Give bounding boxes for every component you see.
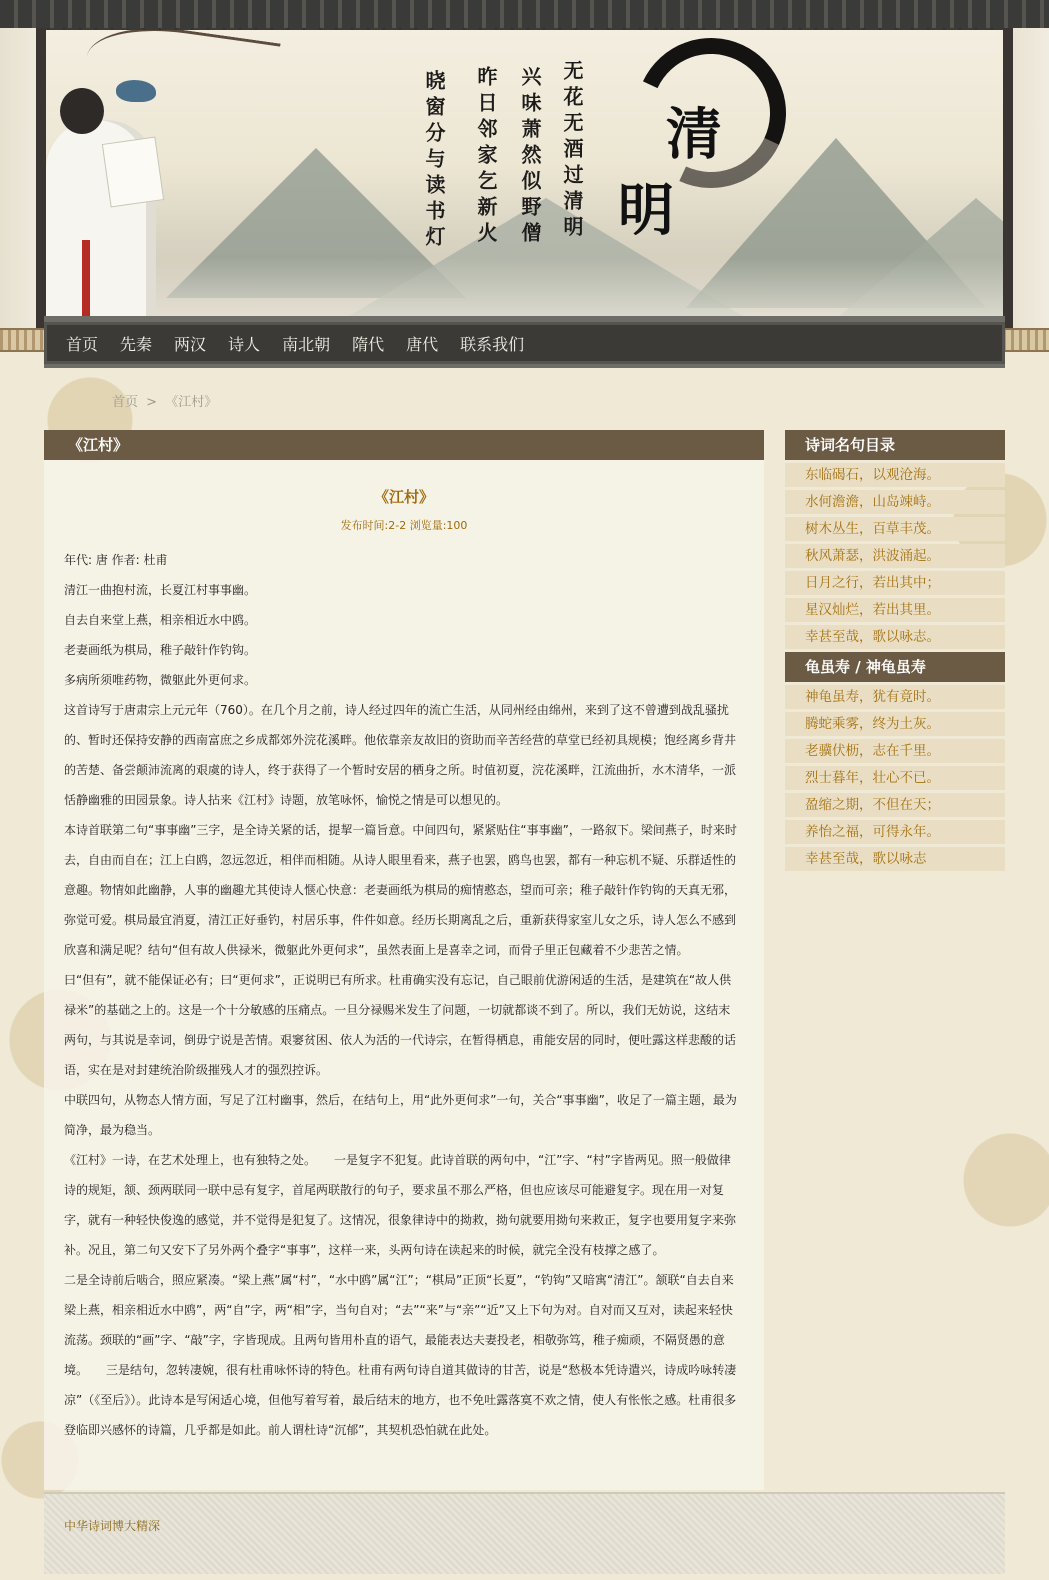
sidebar-link[interactable]: 幸甚至哉，歌以咏志 [785, 847, 1005, 871]
article-panel-header: 《江村》 [44, 430, 764, 460]
poem-column-3: 昨日邻家乞新火 [474, 66, 498, 248]
banner-title-char-1: 清 [657, 104, 723, 170]
nav-item-lianghan[interactable]: 两汉 [174, 334, 207, 354]
sidebar-link[interactable]: 盈缩之期，不但在天； [785, 793, 1005, 817]
article-meta: 发布时间:2-2 浏览量:100 [340, 519, 468, 532]
scholar-head [60, 88, 104, 134]
scholar-sash [82, 240, 90, 320]
sidebar-link[interactable]: 养怡之福，可得永年。 [785, 820, 1005, 844]
article-paragraph: 曰“但有”，就不能保证必有；曰“更何求”，正说明已有所求。杜甫确实没有忘记，自己眼前优游闲适的生活，是建筑在“故人供禄米”的基础之上的。这是一个十分敏感的压痛点。一旦分禄赐米发生了问题，一切就都谈不到了。所以，我们无妨说，这结末两句，与其说是幸词，倒毋宁说是苦情。艰窭贫困、依人为活的一代诗宗，在暂得栖息，甫能安居的同时，便吐露这样悲酸的话语，实在是对封建统治阶级摧残人才的强烈控诉。 [64, 973, 737, 1077]
left-pillar [0, 28, 46, 328]
article-paragraph: 自去自来堂上燕，相亲相近水中鸥。 [64, 613, 257, 627]
right-pillar [1003, 28, 1049, 328]
sidebar-link[interactable]: 东临碣石，以观沧海。 [785, 463, 1005, 487]
breadcrumb-home-link[interactable]: 首页 [112, 395, 139, 410]
tree-branch [81, 30, 280, 123]
article-body [44, 533, 764, 1445]
article-paragraph: 本诗首联第二句“事事幽”三字，是全诗关紧的话，提挈一篇旨意。中间四句，紧紧贴住“事事幽”，一路叙下。梁间燕子，时来时去，自由而自在；江上白鸥，忽远忽近，相伴而相随。从诗人眼里看来，燕子也罢，鸥鸟也罢，都有一种忘机不疑、乐群适性的意趣。物情如此幽静，人事的幽趣尤其使诗人惬心快意：老妻画纸为棋局的痴情憨态，望而可亲；稚子敲针作钓钩的天真无邪，弥觉可爱。棋局最宜消夏，清江正好垂钓，村居乐事，件件如意。经历长期离乱之后，重新获得家室儿女之乐，诗人怎么不感到欣喜和满足呢？结句“但有故人供禄米，微躯此外更何求”，虽然表面上是喜幸之词，而骨子里正包藏着不少悲苦之情。 [64, 823, 737, 957]
sidebar-link[interactable]: 秋风萧瑟，洪波涌起。 [785, 544, 1005, 568]
article-paragraph: 多病所须唯药物，微躯此外更何求。 [64, 673, 257, 687]
left-post [36, 28, 46, 328]
breadcrumb-separator: > [146, 395, 158, 410]
article-paragraph: 年代: 唐 作者: 杜甫 [64, 553, 168, 567]
nav-item-contact[interactable]: 联系我们 [460, 334, 525, 354]
left-fret-border [0, 328, 46, 352]
nav-item-poets[interactable]: 诗人 [228, 334, 261, 354]
right-post [1003, 28, 1013, 328]
sidebar-link[interactable]: 树木丛生，百草丰茂。 [785, 517, 1005, 541]
nav-item-sui[interactable]: 隋代 [352, 334, 385, 354]
bird-illustration [116, 80, 156, 102]
article-paragraph: 这首诗写于唐肃宗上元元年（760）。在几个月之前，诗人经过四年的流亡生活，从同州经由绵州，来到了这不曾遭到战乱骚扰的、暂时还保持安静的西南富庶之乡成都郊外浣花溪畔。他依靠亲友故旧的资助而辛苦经营的草堂已经初具规模；饱经离乡背井的苦楚、备尝颠沛流离的艰虞的诗人，终于获得了一个暂时安居的栖身之所。时值初夏，浣花溪畔，江流曲折，水木清华，一派恬静幽雅的田园景象。诗人拈来《江村》诗题，放笔咏怀，愉悦之情是可以想见的。 [64, 703, 737, 807]
sidebar-link[interactable]: 星汉灿烂，若出其里。 [785, 598, 1005, 622]
sidebar-link[interactable]: 老骥伏枥，志在千里。 [785, 739, 1005, 763]
sidebar-link[interactable]: 水何澹澹，山岛竦峙。 [785, 490, 1005, 514]
banner-title-char-2: 明 [609, 180, 675, 246]
article-paragraph: 清江一曲抱村流，长夏江村事事幽。 [64, 583, 257, 597]
sidebar-link[interactable]: 幸甚至哉，歌以咏志。 [785, 625, 1005, 649]
header-banner [46, 30, 1003, 328]
poem-column-1: 无花无酒过清明 [560, 60, 584, 242]
nav-item-home[interactable]: 首页 [66, 334, 99, 354]
nav-item-tang[interactable]: 唐代 [406, 334, 439, 354]
breadcrumb-current: 《江村》 [165, 395, 218, 410]
footer [44, 1492, 1005, 1574]
article-paragraph: 二是全诗前后啮合，照应紧凑。“梁上燕”属“村”，“水中鸥”属“江”；“棋局”正顶“长夏”，“钓钩”又暗寓“清江”。颔联“自去自来梁上燕，相亲相近水中鸥”，两“自”字，两“相”字，当句自对；“去”“来”与“亲”“近”又上下句为对。自对而又互对，读起来轻快流荡。颈联的“画”字、“敲”字，字皆现成。且两句皆用朴直的语气，最能表达夫妻投老，相敬弥笃，稚子痴顽，不隔贤愚的意境。 三是结句，忽转凄婉，很有杜甫咏怀诗的特色。杜甫有两句诗自道其做诗的甘苦，说是“愁极本凭诗遣兴，诗成吟咏转凄凉”（《至后》）。此诗本是写闲适心境，但他写着写着，最后结末的地方，也不免吐露落寞不欢之情，使人有怅怅之感。杜甫很多登临即兴感怀的诗篇，几乎都是如此。前人谓杜诗“沉郁”，其契机恐怕就在此处。 [64, 1273, 737, 1437]
article-title: 《江村》 [373, 488, 434, 506]
sidebar-link[interactable]: 日月之行，若出其中； [785, 571, 1005, 595]
article-paragraph: 《江村》一诗，在艺术处理上，也有独特之处。 一是复字不犯复。此诗首联的两句中，“江”字、“村”字皆两见。照一般做律诗的规矩，颔、颈两联同一联中忌有复字，首尾两联散行的句子，要求虽不那么严格，但也应该尽可能避复字。现在用一对复字，就有一种轻快俊逸的感觉，并不觉得是犯复了。这情况，很象律诗中的拗救，拗句就要用拗句来救正，复字也要用复字来弥补。况且，第二句又安下了另外两个叠字“事事”，这样一来，头两句诗在读起来的时候，就完全没有枝撑之感了。 [64, 1153, 737, 1257]
poem-column-4: 晓窗分与读书灯 [422, 70, 446, 252]
roof-tiles [0, 0, 1049, 32]
right-fret-border [1003, 328, 1049, 352]
sidebar-link[interactable]: 腾蛇乘雾，终为土灰。 [785, 712, 1005, 736]
nav-item-xianqin[interactable]: 先秦 [120, 334, 153, 354]
article-paragraph: 中联四句，从物态人情方面，写足了江村幽事，然后，在结句上，用“此外更何求”一句，关合“事事幽”，收足了一篇主题，最为简净，最为稳当。 [64, 1093, 737, 1137]
article-panel [44, 430, 764, 1490]
sidebar-section-title: 龟虽寿 / 神龟虽寿 [785, 652, 1005, 682]
sidebar-section-title: 诗词名句目录 [785, 430, 1005, 460]
nav-item-nanbeichao[interactable]: 南北朝 [282, 334, 331, 354]
footer-text: 中华诗词博大精深 [64, 1519, 161, 1533]
sidebar-section-guisuishou [785, 652, 1005, 871]
poem-column-2: 兴味萧然似野僧 [518, 66, 542, 248]
sidebar-link[interactable]: 神龟虽寿，犹有竟时。 [785, 685, 1005, 709]
main-nav [44, 316, 1005, 368]
sidebar-section-famous-lines [785, 430, 1005, 649]
article-paragraph: 老妻画纸为棋局，稚子敲针作钓钩。 [64, 643, 257, 657]
scroll-paper [102, 137, 164, 208]
breadcrumb [112, 391, 221, 410]
sidebar-link[interactable]: 烈士暮年，壮心不已。 [785, 766, 1005, 790]
